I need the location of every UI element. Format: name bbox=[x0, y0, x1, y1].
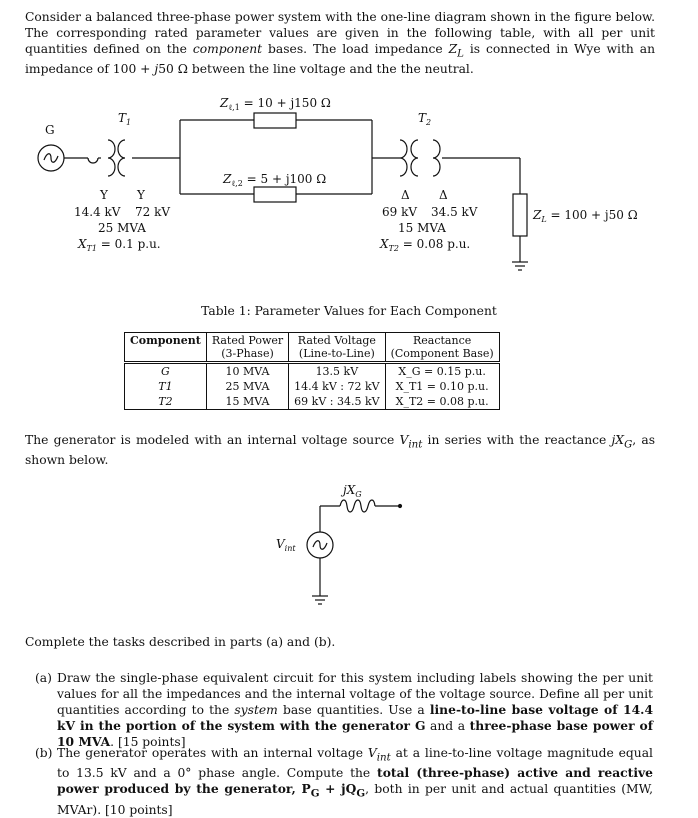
t2-conn-right: Δ bbox=[439, 188, 448, 202]
intro-paragraph bbox=[25, 9, 655, 77]
tasks-intro: Complete the tasks described in parts (a) and (b). bbox=[25, 635, 336, 649]
one-line-diagram bbox=[0, 88, 698, 288]
generator-label: G bbox=[45, 123, 55, 137]
table-header-row bbox=[125, 333, 500, 363]
header-voltage: Rated Voltage (Line-to-Line) bbox=[289, 333, 385, 363]
table-row: T2 15 MVA 69 kV : 34.5 kV X_T2 = 0.08 p.u. bbox=[125, 394, 500, 410]
zl2-label: $Z_{\ell,2} = 5 + j100$ Ω bbox=[223, 172, 327, 188]
t1-secondary-coil bbox=[118, 140, 125, 176]
t2-secondary-coil bbox=[411, 140, 418, 176]
part-b-label: (b) bbox=[35, 746, 53, 760]
parameter-table bbox=[124, 332, 500, 410]
load-label: $Z_L = 100 + j50$ Ω bbox=[533, 208, 638, 224]
generator-model-diagram bbox=[0, 476, 698, 616]
intro-text-1: Consider a balanced three-phase power system with the one-line diagram shown in the figure below. The corresponding rated parameter values are given in the following table, with all per unit quantities defined on the bbox=[25, 10, 655, 56]
part-a-text: Draw the single-phase equivalent circuit for this system including labels showing the per unit values for all the impedances and the internal voltage of the voltage source. Define all per unit quantities according to the system base quantities. Use a line-to-line base voltage of 14.4 kV in the portion of the system with the generator G and a three-phase base power of 10 MVA. [15 points] bbox=[57, 671, 653, 749]
table-row: T1 25 MVA 14.4 kV : 72 kV X_T1 = 0.10 p.u. bbox=[125, 379, 500, 394]
zl1-label: $Z_{\ell,1} = 10 + j150$ Ω bbox=[220, 96, 331, 112]
intro-text-2: bases. The load impedance bbox=[262, 42, 449, 56]
part-a-label: (a) bbox=[35, 671, 52, 685]
t1-mva: 25 MVA bbox=[98, 221, 146, 235]
header-power: Rated Power (3-Phase) bbox=[206, 333, 288, 363]
t2-voltage-left: 69 kV bbox=[382, 205, 418, 219]
part-b-text: The generator operates with an internal voltage $V_{int}$ at a line-to-line voltage magnitude equal to 13.5 kV and a 0° phase angle. Compute the total (three-phase) active and reactive power produced by the generator, $P_G + jQ_G$, both in per unit and actual quantities (MW, MVAr). [10 points] bbox=[57, 746, 653, 817]
intro-zl: Z bbox=[448, 42, 458, 56]
t1-label: $T_1$ bbox=[118, 111, 132, 127]
t2-primary-coil bbox=[400, 140, 407, 176]
header-component: Component bbox=[125, 333, 207, 363]
intro-em: component bbox=[192, 42, 263, 56]
table-row: G 10 MVA 13.5 kV X_G = 0.15 p.u. bbox=[125, 363, 500, 380]
line-impedance-2 bbox=[254, 187, 296, 202]
t1-conn-left: Y bbox=[100, 188, 108, 202]
t1-conn-right: Y bbox=[137, 188, 145, 202]
part-b bbox=[35, 745, 653, 818]
t1-primary-coil bbox=[88, 158, 98, 163]
generator-model-paragraph: The generator is modeled with an internal voltage source $V_{int}$ in series with the reactance $jX_G$, as shown below. bbox=[25, 433, 655, 468]
fig-vint-label: $V_{int}$ bbox=[276, 537, 296, 553]
t1-voltage-right: 72 kV bbox=[135, 205, 171, 219]
t1-reactance: $X_{T1} = 0.1$ p.u. bbox=[78, 237, 161, 253]
line-impedance-1 bbox=[254, 113, 296, 128]
t1-voltage-left: 14.4 kV bbox=[74, 205, 121, 219]
intro-zl-sub: L bbox=[457, 47, 464, 60]
header-reactance: Reactance (Component Base) bbox=[385, 333, 499, 363]
intro-j: j bbox=[154, 62, 159, 77]
load-impedance bbox=[513, 194, 527, 236]
t2-voltage-right: 34.5 kV bbox=[431, 205, 478, 219]
intro-text-4: 50 Ω between the line voltage and the the neutral. bbox=[158, 62, 474, 77]
t2-mva: 15 MVA bbox=[398, 221, 446, 235]
t2-label: $T_2$ bbox=[418, 111, 432, 127]
part-a bbox=[35, 670, 653, 750]
t2-reactance: $X_{T2} = 0.08$ p.u. bbox=[380, 237, 471, 253]
t2-conn-left: Δ bbox=[401, 188, 410, 202]
table-caption: Table 1: Parameter Values for Each Component bbox=[201, 304, 497, 318]
fig-jx-label: $jX_G$ bbox=[343, 483, 362, 499]
intro-text-3: is connected in Wye with an impedance of 100 + bbox=[25, 42, 655, 77]
reactance-symbol bbox=[340, 500, 375, 512]
